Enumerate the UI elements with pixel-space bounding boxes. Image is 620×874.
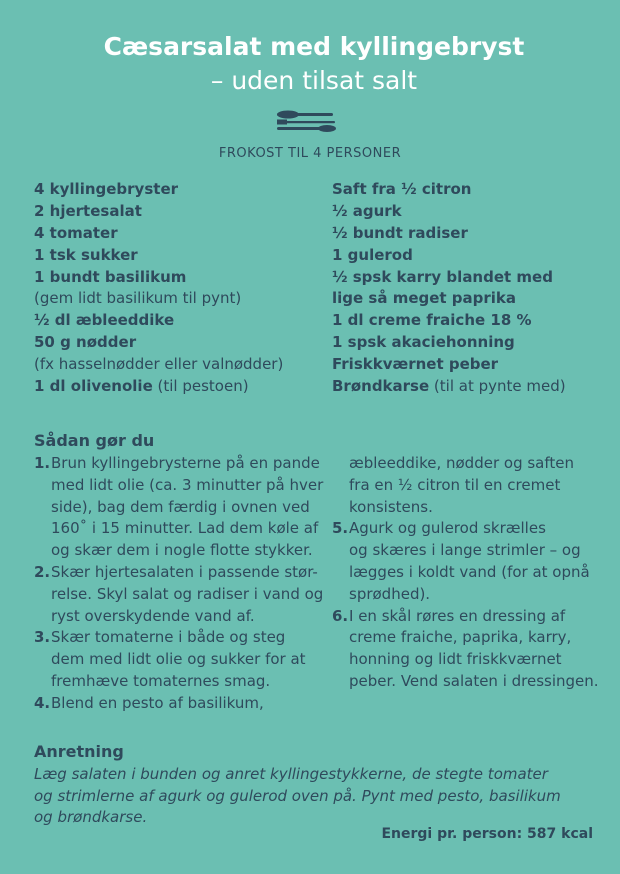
step-line: sprødhed). — [349, 584, 431, 603]
ingredient-item — [34, 288, 324, 310]
step-line: og skær dem i nogle flotte stykker. — [51, 541, 313, 560]
step-text — [51, 453, 324, 562]
method-step — [332, 518, 612, 605]
step-text — [51, 562, 324, 627]
step-line: honning og lidt friskkværnet — [349, 650, 562, 669]
cutlery-icon — [275, 110, 337, 132]
ingredient-amount: 4 kyllingebryster — [34, 180, 179, 198]
step-number: 6. — [332, 606, 349, 625]
step-line: og skæres i lange strimler – og — [349, 541, 581, 560]
ingredient-note: (gem lidt basilikum til pynt) — [34, 289, 242, 308]
recipe-subtitle: – uden tilsat salt — [210, 66, 418, 95]
step-line: Agurk og gulerod skrælles — [349, 519, 546, 538]
ingredient-item — [34, 376, 324, 398]
ingredient-item — [34, 201, 324, 223]
ingredient-amount: 2 hjertesalat — [34, 201, 142, 220]
ingredient-amount: Saft fra ½ citron — [332, 180, 472, 198]
step-line: relse. Skyl salat og radiser i vand og — [51, 584, 324, 603]
ingredient-note: (til pestoen) — [152, 377, 249, 396]
ingredient-amount: Brøndkarse — [332, 377, 430, 396]
ingredient-item — [332, 179, 620, 201]
title-block — [0, 30, 620, 98]
step-number: 4. — [34, 693, 51, 712]
step-line: side), bag dem færdig i ovnen ved — [51, 497, 310, 516]
ingredient-amount: ½ bundt radiser — [332, 223, 468, 242]
step-line: creme fraiche, paprika, karry, — [349, 628, 572, 647]
step-line: lægges i koldt vand (for at opnå — [349, 562, 590, 581]
ingredient-amount: 1 dl olivenolie — [34, 377, 153, 396]
step-text — [349, 453, 612, 518]
step-line: med lidt olie (ca. 3 minutter på hver — [51, 475, 324, 494]
step-line: æbleeddike, nødder og saften — [349, 454, 574, 472]
step-text — [51, 693, 324, 715]
serving-line: og brøndkarse. — [34, 808, 148, 826]
ingredient-item — [34, 354, 324, 376]
step-number: 3. — [34, 628, 51, 647]
ingredient-note: (fx hasselnødder eller valnødder) — [34, 355, 284, 374]
ingredient-amount: ½ spsk karry blandet med — [332, 267, 553, 286]
ingredient-item — [34, 332, 324, 354]
recipe-title: Cæsarsalat med kyllingebryst — [103, 32, 525, 61]
ingredient-amount: ½ agurk — [332, 201, 402, 220]
ingredient-item — [332, 310, 620, 332]
serves-label: FROKOST TIL 4 PERSONER — [218, 146, 402, 161]
step-line: fremhæve tomaternes smag. — [51, 671, 271, 690]
ingredient-amount: 50 g nødder — [34, 333, 137, 352]
ingredient-amount: 1 tsk sukker — [34, 245, 138, 264]
step-number: 5. — [332, 519, 349, 538]
ingredient-item — [34, 223, 324, 245]
serving-line: Læg salaten i bunden og anret kyllingestykkerne, de stegte tomater — [34, 765, 548, 783]
ingredient-item — [332, 288, 620, 310]
step-text — [349, 606, 612, 693]
step-text — [349, 518, 612, 605]
step-line: I en skål røres en dressing af — [349, 606, 566, 625]
energy-label: Energi pr. person: 587 kcal — [381, 826, 593, 842]
serving-heading: Anretning — [34, 742, 124, 761]
step-text — [51, 627, 324, 692]
step-line: peber. Vend salaten i dressingen. — [349, 671, 599, 690]
ingredients-left — [34, 179, 324, 398]
step-line: Brun kyllingebrysterne på en pande — [51, 454, 320, 472]
method-step — [332, 606, 612, 693]
ingredient-item — [34, 245, 324, 267]
ingredient-note: (til at pynte med) — [429, 377, 566, 396]
step-line: fra en ½ citron til en cremet — [349, 475, 561, 494]
ingredient-amount: 4 tomater — [34, 223, 118, 242]
method-step — [332, 453, 612, 518]
method-heading: Sådan gør du — [34, 431, 155, 450]
step-line: konsistens. — [349, 497, 433, 516]
ingredient-item — [332, 267, 620, 289]
method-step — [34, 693, 324, 715]
steps-left — [34, 453, 324, 715]
steps-right — [332, 453, 612, 693]
step-number: 2. — [34, 562, 51, 581]
step-line: Skær hjertesalaten i passende stør- — [51, 562, 318, 581]
step-line: 160˚ i 15 minutter. Lad dem køle af — [51, 519, 319, 538]
ingredient-amount: 1 bundt basilikum — [34, 267, 187, 286]
ingredient-item — [34, 267, 324, 289]
ingredient-amount: 1 spsk akaciehonning — [332, 333, 515, 352]
ingredient-item — [34, 179, 324, 201]
ingredient-item — [332, 376, 620, 398]
method-step — [34, 562, 324, 627]
ingredient-item — [332, 223, 620, 245]
step-line: ryst overskydende vand af. — [51, 606, 255, 625]
ingredient-item — [34, 310, 324, 332]
ingredient-amount: ½ dl æbleeddike — [34, 311, 175, 330]
method-step — [34, 453, 324, 562]
ingredient-item — [332, 245, 620, 267]
serving-text — [34, 764, 561, 829]
ingredient-amount: lige så meget paprika — [332, 289, 517, 308]
step-number: 1. — [34, 454, 51, 472]
ingredient-item — [332, 201, 620, 223]
ingredient-amount: 1 dl creme fraiche 18 % — [332, 311, 532, 330]
ingredient-amount: 1 gulerod — [332, 245, 413, 264]
step-line: Blend en pesto af basilikum, — [51, 693, 264, 712]
step-line: Skær tomaterne i både og steg — [51, 628, 286, 647]
ingredient-item — [332, 354, 620, 376]
method-step — [34, 627, 324, 692]
ingredient-item — [332, 332, 620, 354]
ingredients-right — [332, 179, 620, 398]
step-line: dem med lidt olie og sukker for at — [51, 650, 306, 669]
serving-line: og strimlerne af agurk og gulerod oven på. Pynt med pesto, basilikum — [34, 786, 561, 805]
ingredient-amount: Friskkværnet peber — [332, 355, 499, 374]
